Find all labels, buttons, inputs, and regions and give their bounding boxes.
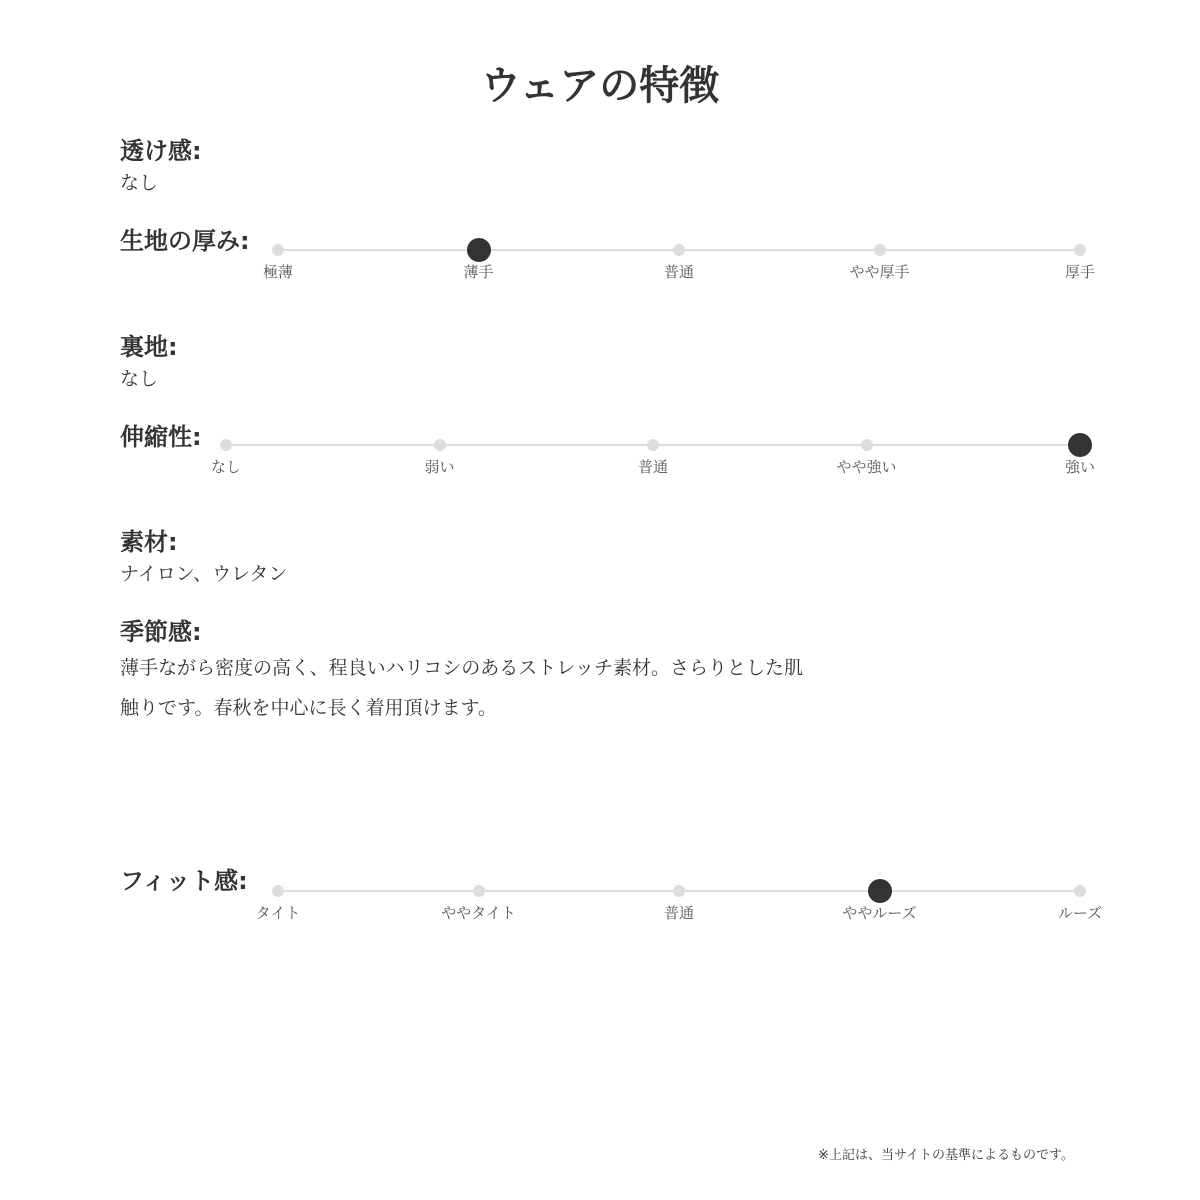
stretch-option-dot bbox=[647, 439, 659, 451]
thickness-selected-marker bbox=[467, 238, 491, 262]
footnote: ※上記は、当サイトの基準によるものです。 bbox=[818, 1148, 1074, 1163]
fit-option-label: タイト bbox=[255, 904, 301, 922]
stretch-option-label: なし bbox=[210, 458, 242, 476]
fit-option-label: ルーズ bbox=[1057, 904, 1103, 922]
thickness-label: 生地の厚み: bbox=[120, 227, 250, 255]
stretch-option-dot bbox=[434, 439, 446, 451]
thickness-option-dot bbox=[673, 244, 685, 256]
material-label: 素材: bbox=[120, 528, 178, 556]
thickness-option-label: 薄手 bbox=[463, 263, 494, 281]
thickness-option-dot bbox=[272, 244, 284, 256]
stretch-label: 伸縮性: bbox=[120, 423, 202, 451]
fit-label: フィット感: bbox=[120, 867, 248, 895]
material-value: ナイロン、ウレタン bbox=[120, 563, 288, 585]
fit-option-dot bbox=[1074, 885, 1086, 897]
fit-option-dot bbox=[473, 885, 485, 897]
stretch-option-label: 弱い bbox=[424, 458, 455, 476]
thickness-option-dot bbox=[874, 244, 886, 256]
fit-option-label: ややルーズ bbox=[842, 904, 917, 922]
season-label: 季節感: bbox=[120, 618, 202, 646]
thickness-option-label: 極薄 bbox=[262, 263, 294, 281]
fit-option-dot bbox=[673, 885, 685, 897]
lining-value: なし bbox=[120, 368, 159, 390]
fit-selected-marker bbox=[868, 879, 892, 903]
fit-option-label: ややタイト bbox=[441, 904, 516, 922]
season-description-line: 薄手ながら密度の高く、程良いハリコシのあるストレッチ素材。さらりとした肌 bbox=[120, 657, 804, 679]
thickness-option-label: 普通 bbox=[663, 263, 695, 281]
thickness-option-label: 厚手 bbox=[1064, 263, 1096, 281]
sheerness-value: なし bbox=[120, 172, 159, 194]
stretch-option-dot bbox=[861, 439, 873, 451]
season-description-line: 触りです。春秋を中心に長く着用頂けます。 bbox=[120, 697, 497, 719]
thickness-option-dot bbox=[1074, 244, 1086, 256]
fit-option-dot bbox=[272, 885, 284, 897]
thickness-option-label: やや厚手 bbox=[849, 263, 910, 281]
page-title: ウェアの特徴 bbox=[480, 63, 720, 109]
fit-option-label: 普通 bbox=[663, 904, 695, 922]
stretch-option-dot bbox=[220, 439, 232, 451]
lining-label: 裏地: bbox=[120, 333, 178, 361]
sheerness-label: 透け感: bbox=[120, 137, 202, 165]
stretch-option-label: やや強い bbox=[836, 458, 897, 476]
stretch-option-label: 強い bbox=[1064, 458, 1096, 476]
stretch-selected-marker bbox=[1068, 433, 1092, 457]
stretch-option-label: 普通 bbox=[637, 458, 669, 476]
season-description bbox=[120, 648, 860, 728]
